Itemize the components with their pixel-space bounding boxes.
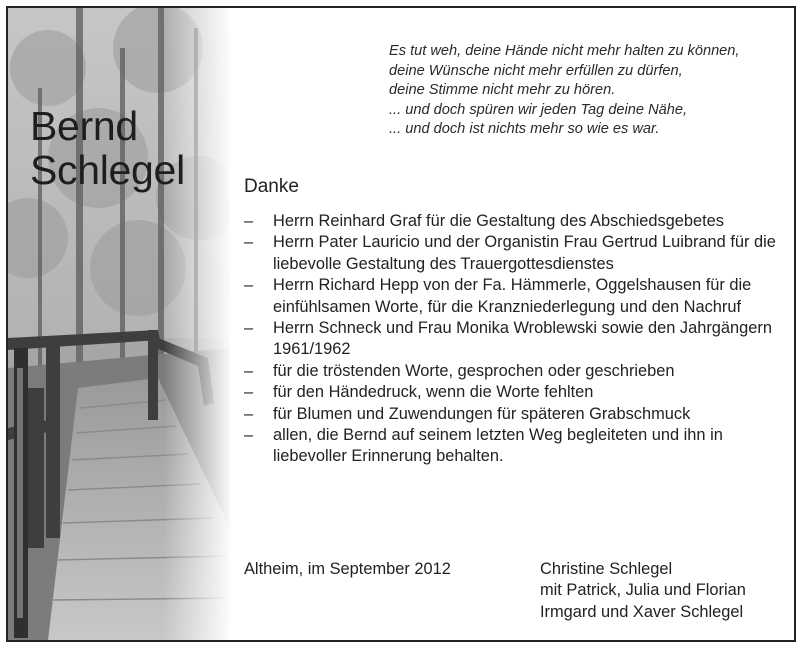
list-item: – Herrn Schneck und Frau Monika Wroblewski sowie den Jahrgängern 1961/1962	[244, 319, 772, 359]
thanks-heading: Danke	[244, 176, 299, 197]
dash-bullet: –	[244, 426, 254, 445]
obituary-card	[6, 6, 796, 642]
dash-bullet: –	[244, 276, 254, 295]
thanks-list	[236, 211, 791, 468]
signer-line: mit Patrick, Julia und Florian	[540, 581, 746, 600]
dash-bullet: –	[244, 383, 254, 402]
signers	[540, 559, 746, 623]
poem-line: ... und doch spüren wir jeden Tag deine Nähe,	[389, 101, 688, 118]
first-name: Bernd	[30, 103, 138, 149]
poem-line: ... und doch ist nichts mehr so wie es war.	[389, 121, 660, 138]
dash-bullet: –	[244, 404, 254, 423]
list-item: – Herrn Richard Hepp von der Fa. Hämmerle, Oggelshausen für die einfühlsamen Worte, für die Kranzniederlegung und den Nachruf	[244, 276, 752, 316]
poem-line: deine Stimme nicht mehr zu hören.	[389, 82, 616, 99]
signer-line: Irmgard und Xaver Schlegel	[540, 602, 744, 621]
dash-bullet: –	[244, 212, 254, 230]
dash-bullet: –	[244, 319, 254, 338]
dash-bullet: –	[244, 361, 254, 380]
dash-bullet: –	[244, 233, 254, 252]
signer-line: Christine Schlegel	[540, 560, 673, 578]
place-date: Altheim, im September 2012	[244, 560, 451, 578]
poem-line: Es tut weh, deine Hände nicht mehr halten zu können,	[389, 43, 740, 59]
list-item: – für die tröstenden Worte, gesprochen oder geschrieben	[236, 361, 791, 382]
deceased-name	[30, 104, 185, 192]
poem	[389, 42, 789, 140]
last-name: Schlegel	[30, 147, 185, 193]
list-item: – für den Händedruck, wenn die Worte fehlten	[236, 382, 791, 403]
list-item: – für Blumen und Zuwendungen für späteren Grabschmuck	[236, 404, 791, 425]
list-item: – Herrn Reinhard Graf für die Gestaltung des Abschiedsgebetes	[236, 211, 791, 232]
list-item: – Herrn Pater Lauricio und der Organistin Frau Gertrud Luibrand für die liebevolle Gestaltung des Trauergottesdienstes	[244, 233, 776, 273]
list-item: – allen, die Bernd auf seinem letzten Weg begleiteten und ihn in liebevoller Erinnerung behalten.	[244, 426, 723, 466]
poem-line: deine Wünsche nicht mehr erfüllen zu dürfen,	[389, 62, 683, 79]
